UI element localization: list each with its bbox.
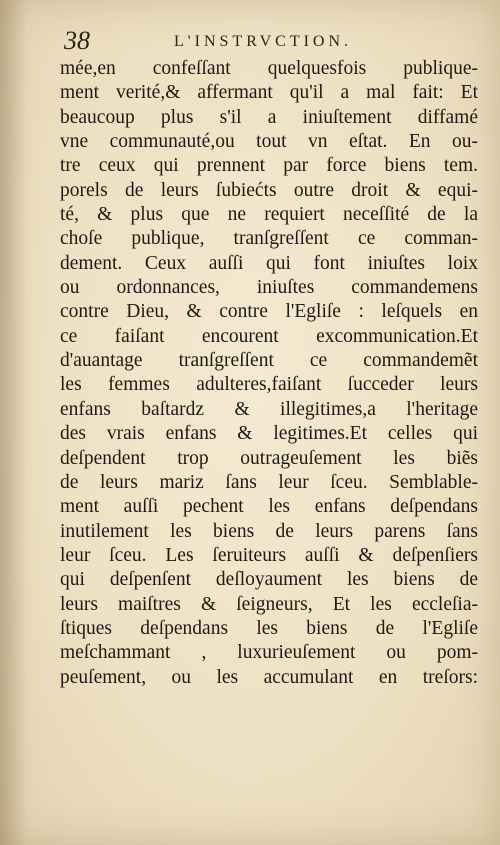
text-line: de leurs mariz ſans leur ſceu. Semblable- (60, 471, 478, 493)
text-line: ſtiques deſpendans les biens de l'Egliſe (60, 617, 478, 639)
text-line: contre Dieu, & contre l'Egliſe : leſquels en (60, 301, 478, 323)
gutter-shadow (0, 0, 28, 845)
text-line: inutilement les biens de leurs parens ſans (60, 520, 478, 542)
text-line: mée,en confeſſant quelquesfois publique- (60, 58, 478, 79)
text-line: leur ſceu. Les ſeruiteurs auſſi & deſpenſiers (60, 544, 478, 566)
text-line: choſe publique, tranſgreſſent ce comman- (60, 228, 478, 250)
text-line: enfans baſtardz & illegitimes,a l'heritage (60, 398, 478, 420)
text-line: deſpendent trop outrageuſement les biẽs (60, 447, 478, 469)
text-line: peuſement, ou les accumulant en treſors: (60, 666, 478, 688)
text-line: té, & plus que ne requiert neceſſité de la (60, 204, 478, 226)
text-line: les femmes adulteres,faiſant ſucceder leurs (60, 374, 478, 396)
text-line: ment verité,& affermant qu'il a mal fait: Et (60, 82, 478, 104)
text-line: d'auantage tranſgreſſent ce commandemẽt (60, 350, 478, 372)
text-line: beaucoup plus s'il a iniuſtement diffamé (60, 106, 478, 128)
running-head-title: L'INSTRVCTION. (174, 33, 353, 50)
text-line: meſchammant , luxurieuſement ou pom- (60, 642, 478, 664)
text-line: qui deſpenſent deſloyaument les biens de (60, 569, 478, 591)
text-line: ment auſſi pechent les enfans deſpendans (60, 496, 478, 518)
text-line: dement. Ceux auſſi qui font iniuſtes loix (60, 252, 478, 274)
text-line: leurs maiſtres & ſeigneurs, Et les eccleſia- (60, 593, 478, 615)
text-line: vne communauté,ou tout vn eſtat. En ou- (60, 131, 478, 153)
body-text (60, 57, 478, 690)
page-number: 38 (64, 26, 90, 55)
text-line: porels de leurs ſubiećts outre droit & equi- (60, 179, 478, 201)
text-line: des vrais enfans & legitimes.Et celles qui (60, 423, 478, 445)
text-line: ce faiſant encourent excommunication.Et (60, 325, 478, 347)
text-line: tre ceux qui prennent par force biens tem. (60, 155, 478, 177)
text-line: ou ordonnances, iniuſtes commandemens (60, 277, 478, 299)
running-head (64, 26, 434, 56)
